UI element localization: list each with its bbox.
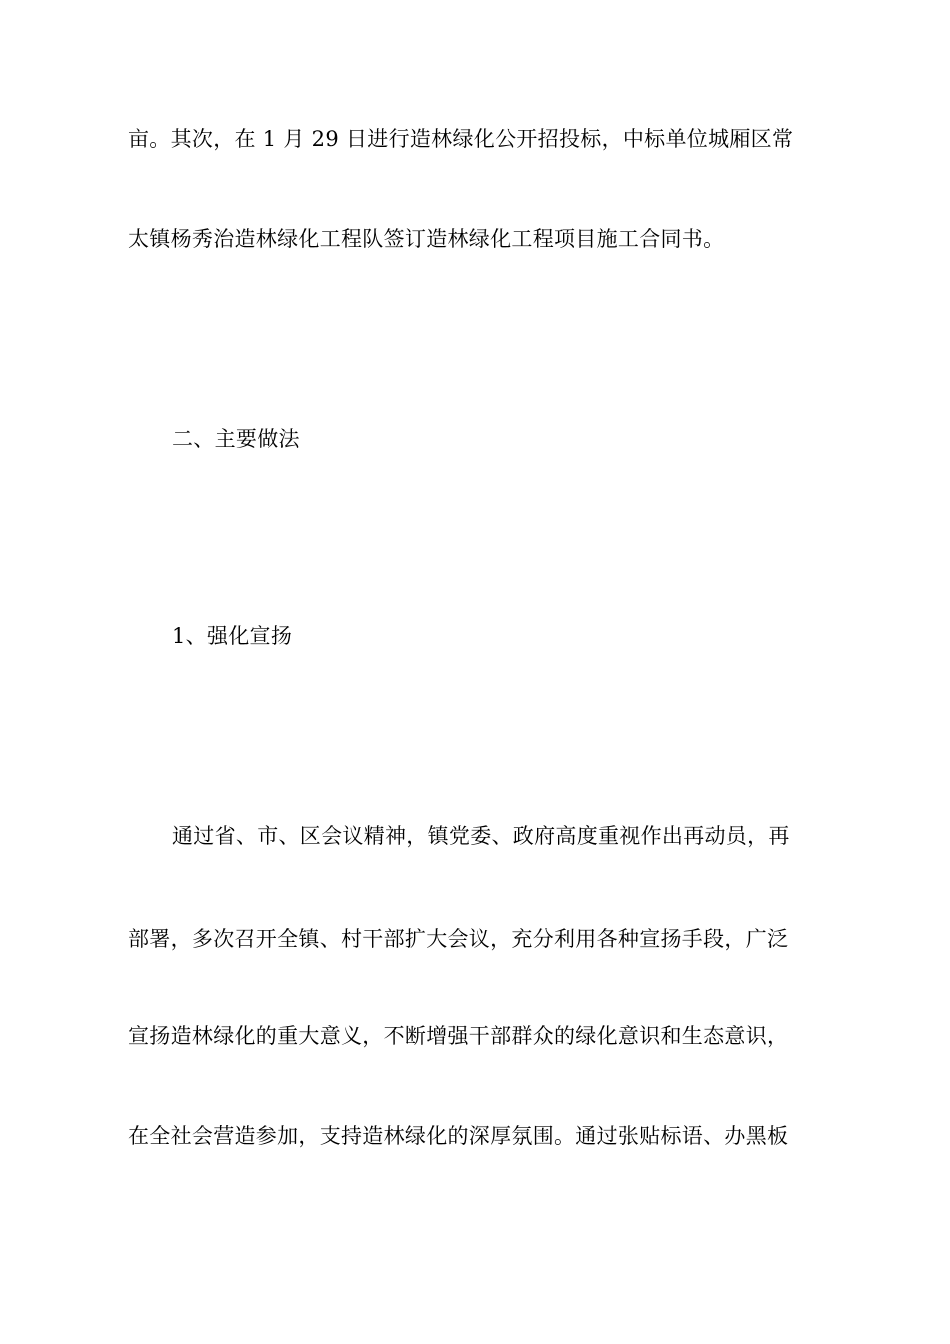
paragraph-line: 在全社会营造参加，支持造林绿化的深厚氛围。通过张贴标语、办黑板: [128, 1124, 789, 1148]
section-heading: 二、主要做法: [172, 427, 300, 451]
paragraph-line: 亩。其次，在 1 月 29 日进行造林绿化公开招投标，中标单位城厢区常: [128, 127, 794, 151]
paragraph-line: 宣扬造林绿化的重大意义，不断增强干部群众的绿化意识和生态意识，: [128, 1024, 789, 1048]
paragraph-line: 太镇杨秀治造林绿化工程队签订造林绿化工程项目施工合同书。: [128, 227, 725, 251]
paragraph-line: 通过省、市、区会议精神，镇党委、政府高度重视作出再动员，再: [172, 824, 790, 848]
paragraph-line: 部署，多次召开全镇、村干部扩大会议，充分利用各种宣扬手段，广泛: [128, 927, 789, 951]
subsection-heading: 1、强化宣扬: [172, 624, 293, 648]
